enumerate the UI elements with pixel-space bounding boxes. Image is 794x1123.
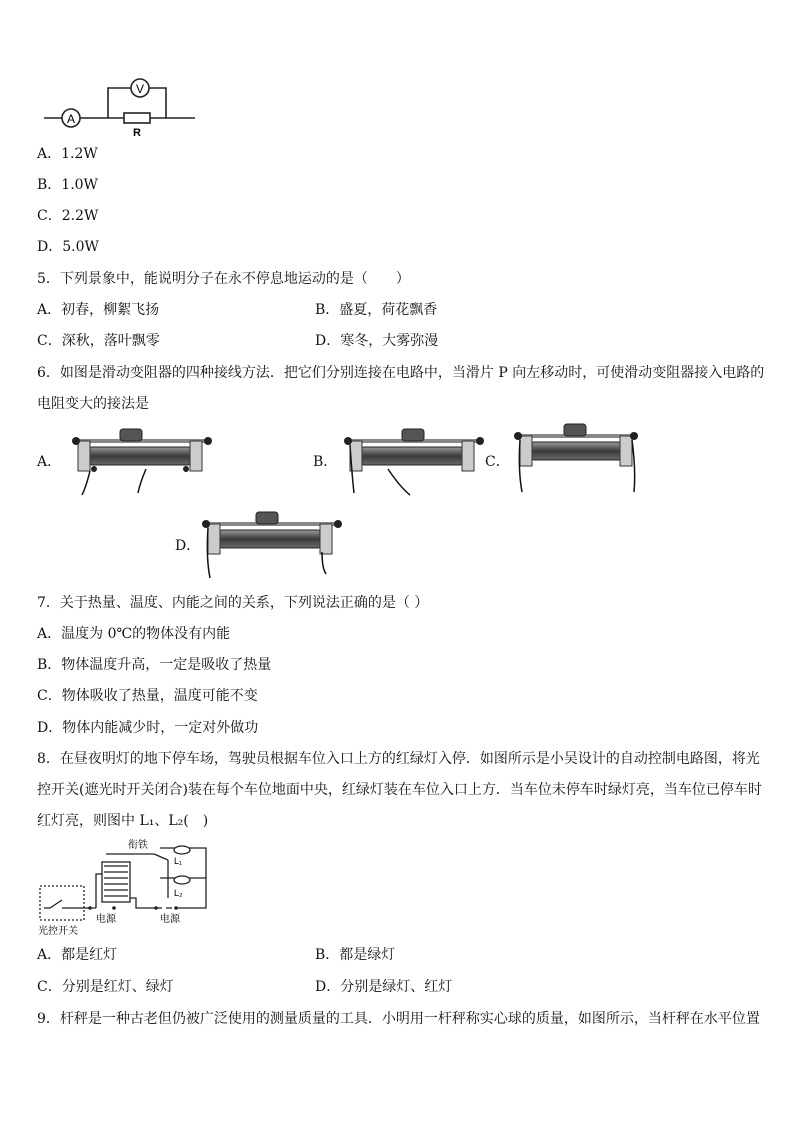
q6-stem-line1: 6．如图是滑动变阻器的四种接线方法．把它们分别连接在电路中，当滑片 P 向左移动时，可使滑动变阻器接入电路的 (37, 365, 765, 381)
q8-stem-line3: 红灯亮，则图中 L₁、L₂( ) (37, 813, 209, 829)
q6-stem-line2: 电阻变大的接法是 (37, 396, 149, 412)
q7-option-d[interactable]: D．物体内能减少时，一定对外做功 (37, 720, 259, 736)
q8-stem-line2: 控开关(遮光时开关闭合)装在每个车位地面中央，红绿灯装在车位入口上方．当车位未停车时绿灯亮，当车位已停车时 (37, 782, 762, 798)
voltmeter-symbol: V (135, 82, 145, 96)
ammeter-symbol: A (66, 112, 76, 126)
q4-option-a[interactable]: A．1.2W (37, 146, 98, 162)
q4-option-d[interactable]: D．5.0W (37, 239, 99, 255)
q4-option-b[interactable]: B．1.0W (37, 177, 98, 193)
q5-option-a[interactable]: A．初春，柳絮飞扬 (37, 302, 160, 318)
q8-stem-line1: 8．在昼夜明灯的地下停车场，驾驶员根据车位入口上方的红绿灯入停．如图所示是小吴设计的自动控制电路图，将光 (37, 751, 760, 767)
q9-stem-line1: 9．杆秤是一种古老但仍被广泛使用的测量质量的工具．小明用一杆秤称实心球的质量，如图所示，当杆秤在水平位置 (37, 1011, 760, 1027)
q6-option-a-label[interactable]: A． (37, 454, 62, 470)
lamp-l2-label: L₂ (174, 888, 183, 898)
resistor-label: R (133, 127, 141, 139)
q7-option-a[interactable]: A．温度为 0℃的物体没有内能 (37, 626, 231, 642)
q5-stem: 5．下列景象中，能说明分子在永不停息地运动的是（ ） (37, 271, 410, 287)
q6-option-c-label[interactable]: C． (485, 454, 510, 470)
rheostat-picture-c[interactable] (512, 420, 642, 495)
armature-label: 衔铁 (128, 840, 148, 851)
q7-option-b[interactable]: B．物体温度升高，一定是吸收了热量 (37, 657, 272, 673)
power-source-label-1: 电源 (96, 914, 116, 925)
relay-circuit-figure (36, 838, 236, 938)
q7-option-c[interactable]: C．物体吸收了热量，温度可能不变 (37, 688, 258, 704)
q5-option-c[interactable]: C．深秋，落叶飘零 (37, 333, 160, 349)
rheostat-picture-b[interactable] (340, 425, 490, 497)
q6-option-b-label[interactable]: B． (313, 454, 338, 470)
q6-option-d-label[interactable]: D． (175, 538, 201, 554)
q7-stem: 7．关于热量、温度、内能之间的关系，下列说法正确的是（ ） (37, 595, 429, 611)
q8-option-b[interactable]: B．都是绿灯 (315, 947, 396, 963)
lamp-l1-label: L₁ (174, 856, 183, 866)
q5-option-b[interactable]: B．盛夏，荷花飘香 (315, 302, 438, 318)
q8-option-c[interactable]: C．分别是红灯、绿灯 (37, 979, 174, 995)
light-control-switch-label: 光控开关 (38, 926, 78, 937)
q5-option-d[interactable]: D．寒冬，大雾弥漫 (315, 333, 439, 349)
rheostat-picture-d[interactable] (198, 508, 348, 580)
circuit-figure-q4 (40, 70, 200, 140)
rheostat-picture-a[interactable] (68, 425, 218, 497)
q4-option-c[interactable]: C．2.2W (37, 208, 99, 224)
q8-option-d[interactable]: D．分别是绿灯、红灯 (315, 979, 453, 995)
power-source-label-2: 电源 (160, 914, 180, 925)
q8-option-a[interactable]: A．都是红灯 (37, 947, 118, 963)
